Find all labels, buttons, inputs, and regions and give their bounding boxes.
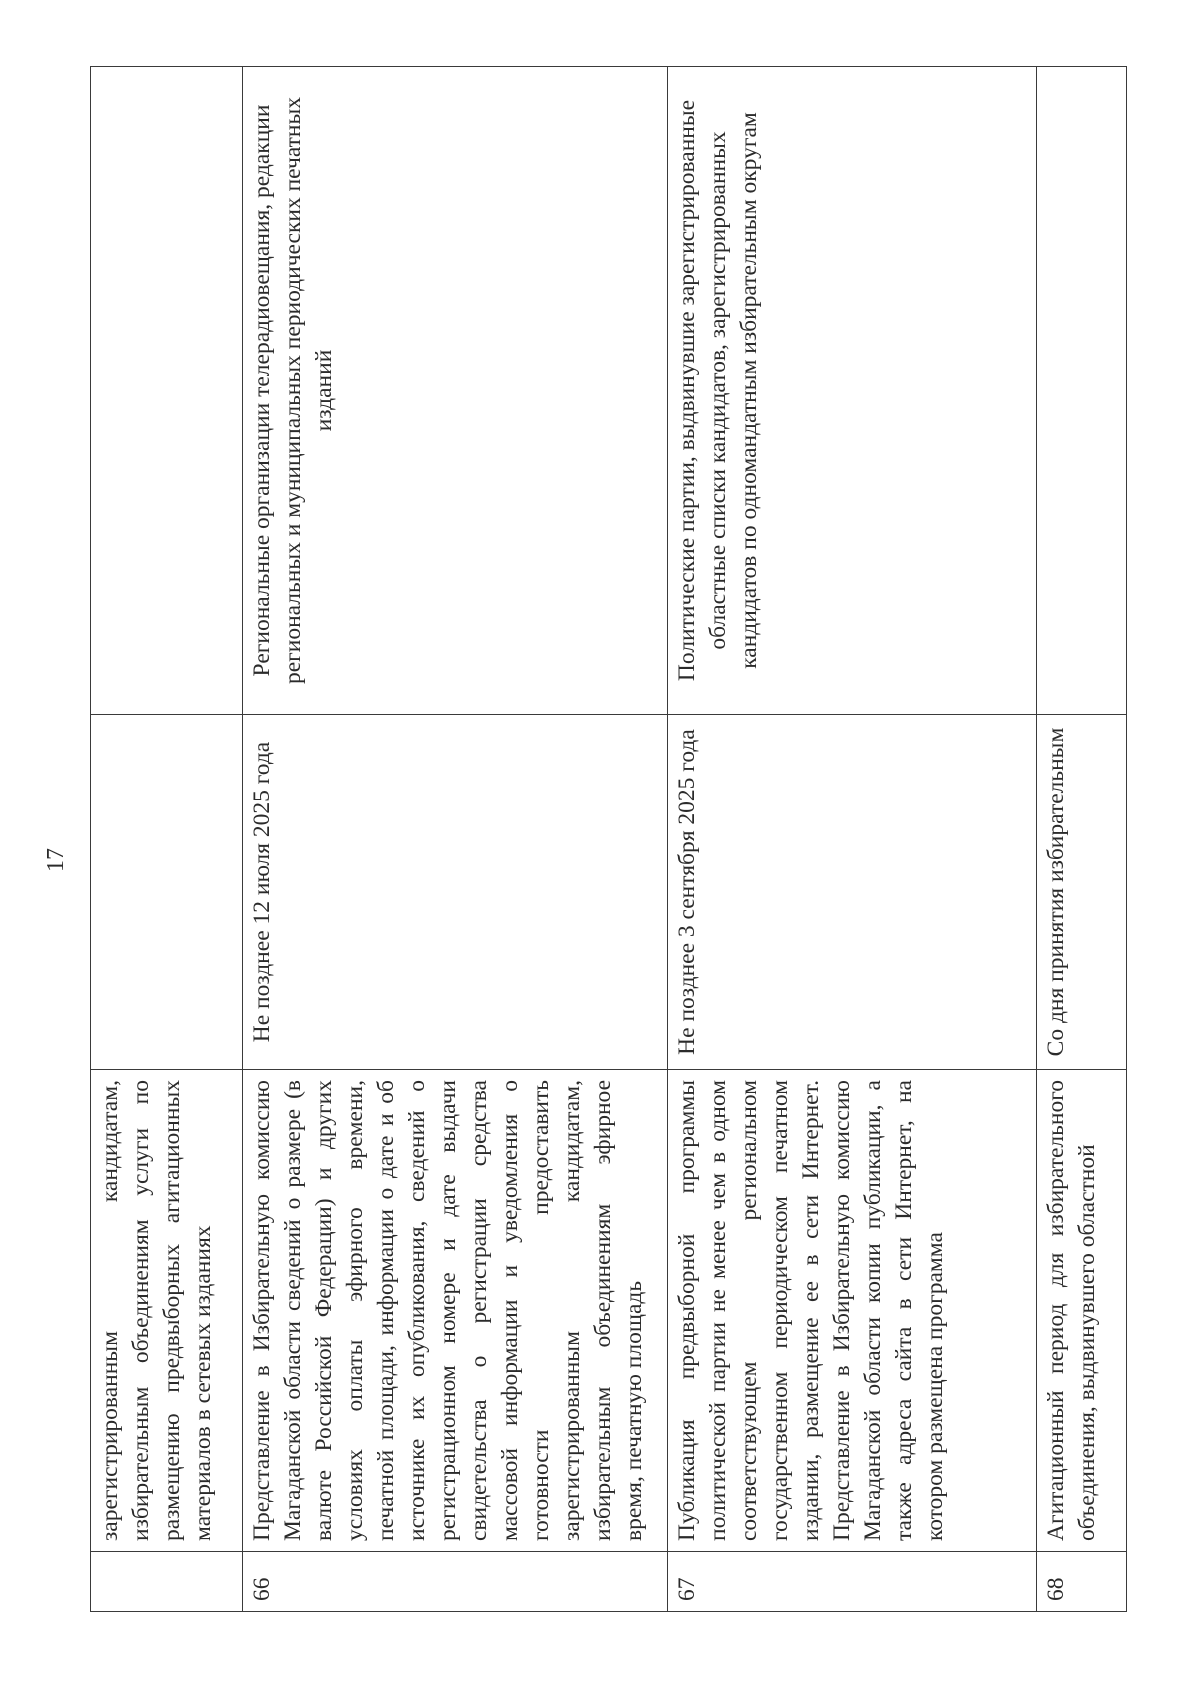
row-number-cell (91, 1552, 243, 1612)
deadline-cell (91, 715, 243, 1070)
table-row (91, 67, 243, 1612)
table-row (243, 67, 668, 1612)
deadline-cell: Со дня принятия избирательным (1037, 715, 1127, 1070)
executor-cell: Региональные организации телерадиовещания, редакции региональных и муниципальных периодических печатных изданий (243, 67, 668, 715)
calendar-plan-table (90, 66, 1127, 1612)
table-row (668, 67, 1037, 1612)
row-number-cell: 68 (1037, 1552, 1127, 1612)
row-number-cell: 67 (668, 1552, 1037, 1612)
executor-cell (1037, 67, 1127, 715)
event-cell: Представление в Избирательную комиссию Магаданской области сведений о размере (в валюте Российской Федерации) и других условиях оплаты эфирного времени, печатной площади, информации о дате и об источнике их опубликования, сведений о регистрационном номере и дате выдачи свидетельства о регистрации средства массовой информации и уведомления о готовности предоставить зарегистрированным кандидатам, избирательным объединениям эфирное время, печатную площадь (243, 1070, 668, 1552)
executor-cell: Политические партии, выдвинувшие зарегистрированные областные списки кандидатов, зарегистрированных кандидатов по одномандатным избирательным округам (668, 67, 1037, 715)
page-number: 17 (43, 848, 69, 872)
event-cell: Публикация предвыборной программы политической партии не менее чем в одном соответствующем региональном государственном периодическом печатном издании, размещение ее в сети Интернет. Представление в Избирательную комиссию Магаданской области копии публикации, а также адреса сайта в сети Интернет, на котором размещена программа (668, 1070, 1037, 1552)
table-row (1037, 67, 1127, 1612)
deadline-cell: Не позднее 3 сентября 2025 года (668, 715, 1037, 1070)
event-cell: Агитационный период для избирательного объединения, выдвинувшего областной (1037, 1070, 1127, 1552)
row-number-cell: 66 (243, 1552, 668, 1612)
deadline-cell: Не позднее 12 июля 2025 года (243, 715, 668, 1070)
event-cell: зарегистрированным кандидатам, избирательным объединениям услуги по размещению предвыборных агитационных материалов в сетевых изданиях (91, 1070, 243, 1552)
executor-cell (91, 67, 243, 715)
rotated-landscape-page (90, 67, 1098, 1612)
